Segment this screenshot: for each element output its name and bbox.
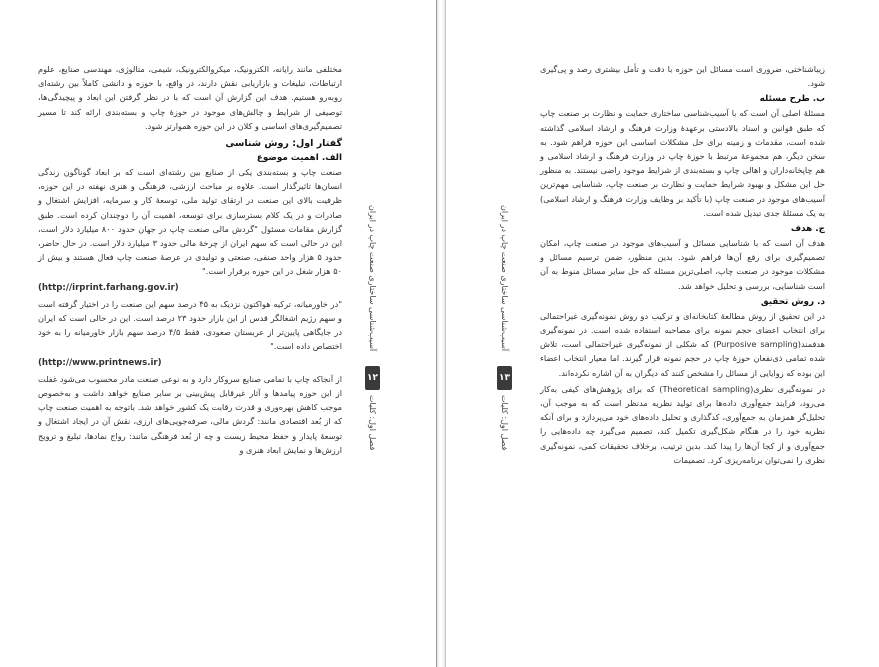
method-paragraph: در این تحقیق از روش مطالعهٔ کتابخانه‌ای و ترکیب دو روش نمونه‌گیری غیراحتمالی برای انتخاب اعضای حجم نمونه برای مصاحبه استفاده شده است. در نمونه‌گیری هدفمند(Purposive sampling) که شکلی از نمونه‌گیری غیراحتمالی است، تلاش شده تمامی ذی‌نفعان حوزهٔ چاپ در حجم نمونه قرار گیرند. اما معیار انتخاب اعضاء این بوده که زوایایی از مسائل را مشخص کنند که دیگران به آن اشاره نکرده‌اند. [540,310,825,378]
goal-heading: ج. هدف [790,224,825,235]
intro-paragraph: زیباشناختی، ضروری است مسائل این حوزه با دقت و تأمل بیشتری رصد و پی‌گیری شود. [540,64,825,89]
right-page-body [540,62,825,469]
problem-paragraph: مسئلهٔ اصلی آن است که با آسیب‌شناسی ساختاری حمایت و نظارت بر صنعت چاپ که طبق قوانین و اسناد بالادستی برعهدهٔ وزارت فرهنگ و ارشاد اسلامی گذاشته شده است، مقدمات و زمینه برای حل مشکلات اساسی این حوزه فراهم شود. به سخن دیگر، هم مجموعهٔ مرتبط با حوزهٔ چاپ در وزارت فرهنگ و ارشاد اسلامی و هم چاپخانه‌داران و اهالی چاپ و بسته‌بندی از شرایط موجود راضی نیستند. به منظور حل این مشکل و بهبود شرایط حمایت و نظارت بر صنعت چاپ، شناسایی مهم‌ترین آسیب‌های موجود در صنعت چاپ (با تأکید بر وظایف وزارت فرهنگ و ارشاد اسلامی) به یک مسئلهٔ جدی تبدیل شده است. [540,108,825,218]
method-heading: د. روش تحقیق [760,296,825,307]
left-page [0,0,436,667]
left-page-body [38,62,342,459]
goal-paragraph: هدف آن است که با شناسایی مسائل و آسیب‌های موجود در صنعت چاپ، امکان تصمیم‌گیری برای رفع آن‌ها فراهم شود. بدین منظور، ضمن ترسیم مسائل و مشکلات موجود در صنعت چاپ، اصلی‌ترین مسئله که حل سایر مسائل منوط به آن است شناسایی، بررسی و تحلیل خواهد شد. [540,238,825,291]
section-heading: گفتار اول: روش شناسی [225,138,342,150]
right-page [444,0,879,667]
importance-paragraph: صنعت چاپ و بسته‌بندی یکی از صنایع بین رشته‌ای است که بر ابعاد گوناگون زندگی انسان‌ها تاثیرگذار است. علاوه بر مباحث ارزشی، فرهنگی و هنری نهفته در این حوزه، ظرفیت بالای این صنعت در ارتقای تولید ملی، توسعهٔ کار و سرمایه، افزایش اشتغال و صادرات و در یک کلام بسترسازی برای توسعه، اهمیت آن را دوچندان کرده است. طبق گزارش مقامات مسئول "گردش مالی صنعت چاپ در جهان حدود ۸۰۰ میلیارد دلار است، این در حالی است که سهم ایران از چرخهٔ مالی حدود ۳ میلیارد دلار است. در حال حاضر، حدود ۵ هزار واحد صنفی، صنعتی و تولیدی در عرصهٔ صنعت چاپ فعال هستند و بیش از ۵۰ هزار شغل در این حوزه برقرار است." [38,167,342,277]
subsection-heading: الف. اهمیت موضوع [256,153,342,164]
quote-paragraph: "در خاورمیانه، ترکیه هواکتون نزدیک به ۴۵ درصد سهم این صنعت را در اختیار گرفته است و سهم رژیم اشغالگر قدس از این بازار حدود ۲۳ درصد است. این در حالی است که ایران در جایگاهی پایین‌تر از عربستان صعودی، فقط ۴/۵ درصد سهم بازار خاورمیانه را به خود اختصاص داده است." [38,298,343,352]
running-head-series: آسیب‌شناسی ساختاری صنعت چاپ در ایران [368,205,377,352]
running-head-chapter: فصل اول: کلیات [500,395,509,451]
source-citation: (http://irprint.farhang.gov.ir) [38,282,179,293]
problem-heading: ب. طرح مسئله [759,94,825,105]
running-head-series: آسیب‌شناسی ساختاری صنعت چاپ در ایران [500,205,509,352]
closing-paragraph: از آنجاکه چاپ با تمامی صنایع سروکار دارد و به نوعی صنعت مادر محسوب می‌شود غفلت از این حوزه پیامدها و آثار غیرقابل پیش‌بینی بر سایر صنایع خواهد داشت و به‌خصوص موجب کاهش بهره‌وری و قدرت رقابت یک کشور خواهد شد. باتوجه به اهمیت صنعت چاپ که از بُعد اقتصادی مانند: گردش مالی، صرفه‌جویی‌های ارزی، نقش آن در ایجاد اشتغال و توسعهٔ پایدار و حفظ محیط زیست و چه از بُعد فرهنگی مانند: رواج نمادها، تبلیغ و ترویج ارزش‌ها و نمایش ابعاد هنری و [38,373,342,455]
source-citation: (http://www.printnews.ir) [38,357,162,368]
intro-paragraph: مختلفی مانند رایانه، الکترونیک، میکروالکترونیک، شیمی، متالوژی، مهندسی صنایع، علوم ارتباطات، تبلیغات و بازاریابی نقش دارند، در واقع، با حوزه و دانشی کاملاً بین رشته‌ای روبه‌رو هستیم. هدف این گزارش آن است که با در نظر گرفتن این ابعاد و پیچیدگی‌ها، توصیفی از شرایط و چالش‌های موجود در حوزهٔ چاپ و بسته‌بندی ارائه کند تا مسیر تصمیم‌گیری‌های اساسی و کلان در این حوزه هموارتر شود. [38,64,342,131]
page-number: ۱۲ [365,366,380,390]
running-head-chapter: فصل اول: کلیات [368,395,377,451]
method-paragraph: در نمونه‌گیری نظری(Theoretical sampling) که برای پژوهش‌های کیفی به‌کار می‌رود، فرایند جمع‌آوری داده‌ها برای تولید نظریه مدنظر است که به موجب آن، تحلیل‌گر همزمان به جمع‌آوری، کدگذاری و تحلیل داده‌های خود می‌پردازد و برای آنکه نظریه خود را در هنگام شکل‌گیری تکمیل کند، تصمیم می‌گیرد چه داده‌هایی را جمع‌آوری و از کجا آن‌ها را پیدا کند. بدین ترتیب، برخلاف تحقیقات کمی، نمونه‌گیری نظری را نمی‌توان برنامه‌ریزی کرد. تصمیمات [540,383,826,465]
page-number: ۱۳ [497,366,512,390]
